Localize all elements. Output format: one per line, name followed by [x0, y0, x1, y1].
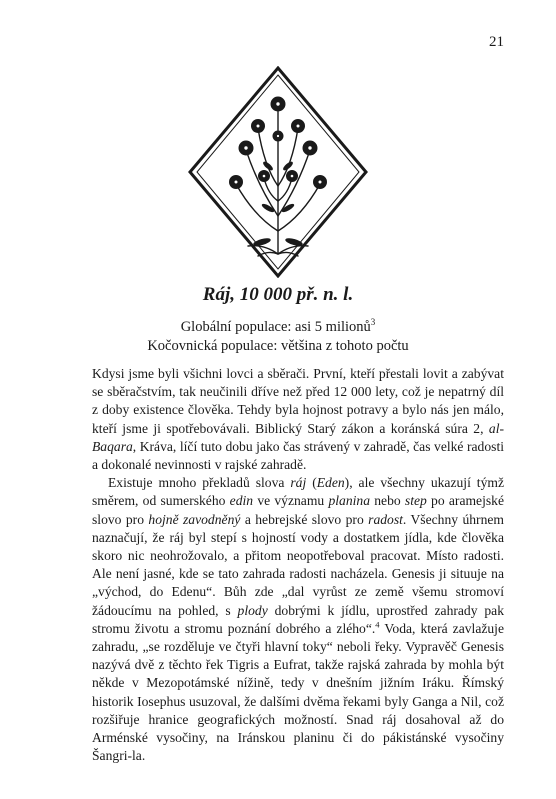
paragraph-2-text: a hebrejské slovo pro [240, 511, 369, 527]
footnote-marker: 3 [370, 317, 376, 328]
term-plody: plody [237, 602, 268, 618]
page-number: 21 [489, 34, 504, 50]
paragraph-2-text: ve významu [253, 493, 329, 509]
term-raj: ráj [290, 475, 307, 491]
population-stats [0, 318, 556, 356]
paragraph-1-text-end: , Kráva, líčí tuto dobu jako čas strávený v zahradě, čas velké radosti a dokonalé nevinnosti v rajské zahradě. [92, 438, 504, 473]
paragraph-2 [92, 474, 504, 765]
surah-name: al-Baqara [92, 420, 504, 454]
paragraph-2-text: Voda, která zavlažuje zahradu, „se rozděluje ve čtyři hlavní toky“ neboli řeky. Vypravěč Genesis nazývá dvě z těchto řek Tigris a Eufrat, takže rajská zahrada by mohla být někde v Mezopotámské nížině, tedy v dnešním jižním Iráku. Římský historik Iosephus usuzoval, že dalšími dvěma řekami byly Ganga a Nil, což rozšiřuje hranice geografických možností. Snad ráj dosahoval až do Arménské vysočiny, na Iránskou planinu či do pákistánské vysočiny Šangri-la. [92, 620, 504, 764]
paragraph-2-text: Existuje mnoho překladů slova [108, 475, 291, 491]
body-text [92, 365, 504, 765]
paragraph-2-text: . Všechny úhrnem naznačují, že ráj byl stepí s hojností vody a dostatkem jídla, kde člověka skoro nic neohrožovalo, a přitom neopotřeboval pracovat. Místo radosti. Ale není jasné, kde se tato zahrada radosti nacházela. Genesis ji situuje na „východ, do Edenu“. Bůh zde „dal vyrůst ze země všemu stromoví žádoucímu na pohled, s [92, 511, 504, 618]
term-hojne-zavodneny: hojně zavodněný [148, 511, 241, 527]
paragraph-2-text: ( [306, 475, 317, 491]
nomadic-population-line: Kočovnická populace: většina z tohoto počtu [147, 338, 409, 354]
footnote-marker: 4 [375, 619, 380, 630]
term-step: step [404, 493, 427, 509]
term-radost: radost [368, 511, 403, 527]
paragraph-2-text: nebo [370, 493, 405, 509]
term-edin: edin [229, 493, 254, 509]
paragraph-2-text: ), ale všechny ukazují týmž směrem, od sumerského [92, 475, 504, 509]
paragraph-1 [92, 365, 504, 474]
global-population-label: Globální populace: asi 5 milionů [180, 319, 371, 335]
term-eden: Eden [316, 475, 345, 491]
global-population-line [0, 318, 556, 337]
chapter-title: Ráj, 10 000 př. n. l. [202, 284, 354, 305]
flowering-plant-diamond-icon [188, 66, 368, 278]
paragraph-1-text: Kdysi jsme byli všichni lovci a sběrači. První, kteří přestali lovit a zabývat se sběračstvím, tak neučinili dříve než před 12 000 lety, což je nepatrný díl z doby existence člověka. Tehdy byla hojnost potravy a bylo nás jen málo, kteří jsme ji spotřebovávali. Biblický Starý zákon a koránská súra 2, [92, 366, 504, 436]
paragraph-2-text: po aramejské slovo pro [92, 493, 504, 527]
term-planina: planina [328, 493, 370, 509]
paragraph-2-text: dobrými k jídlu, uprostřed zahrady pak stromu životu a stromu poznání dobrého a zlého“. [92, 602, 505, 636]
